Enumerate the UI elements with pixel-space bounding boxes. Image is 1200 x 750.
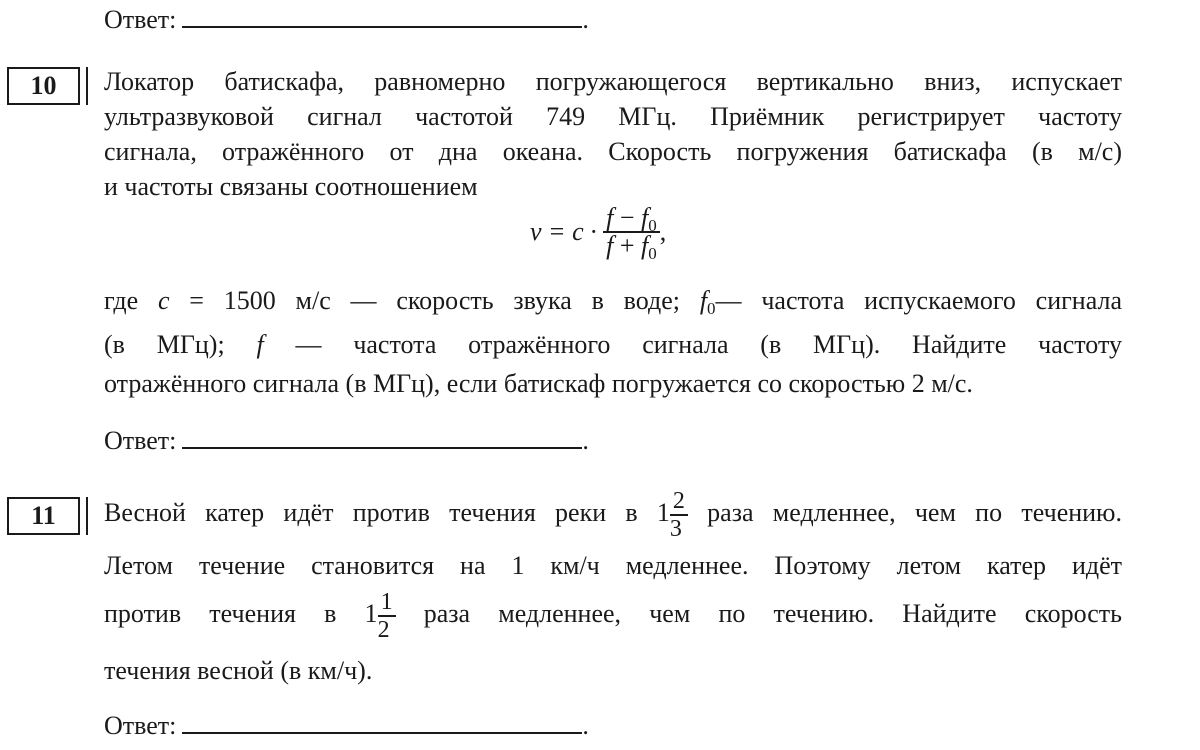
task-10-divider [86,67,88,105]
task10-line-4: и частоты связаны соотношением [104,172,478,201]
task11-line-1: Весной катер идёт против течения реки в 1 $\frac{2}{3}$ раза медленнее, чем по течению. [104,488,1122,543]
task-number-10: 10 [7,67,80,105]
task10-line-1: Локатор батискафа, равномерно погружающегося вертикально вниз, испускает [104,67,1122,96]
fraction-one-half: $\frac{1}{2}$ [378,589,396,643]
task10-line-7: отражённого сигнала (в МГц), если батискаф погружается со скоростью 2 м/с. [104,369,973,398]
task11-line-4: течения весной (в км/ч). [104,656,373,685]
task-11-divider [86,497,88,535]
formula-fraction [603,203,660,263]
task10-where-line: где c = 1500 м/с — скорость звука в воде; $f_0—$ частота испускаемого сигнала [104,286,1122,318]
answer-line-task10: Ответ: . [104,426,589,455]
answer-label: Ответ: [104,5,177,34]
formula-denominator: $f + f_0$ [606,231,657,263]
formula-lhs: v = c · [530,217,597,246]
task10-line-6: (в МГц); f — частота отражённого сигнала (в МГц). Найдите частоту [104,330,1122,359]
answer-blank[interactable] [182,710,582,734]
answer-line-task11: Ответ: . [104,711,589,740]
fraction-two-thirds: $\frac{2}{3}$ [670,488,688,542]
formula-numerator: $f - f_0$ [603,205,660,233]
answer-blank[interactable] [182,4,582,28]
formula [530,203,667,263]
answer-label: Ответ: [104,711,177,740]
task10-line-3: сигнала, отражённого от дна океана. Скорость погружения батискафа (в м/с) [104,137,1122,166]
answer-blank[interactable] [182,425,582,449]
task11-line-2: Летом течение становится на 1 км/ч медленнее. Поэтому летом катер идёт [104,551,1122,580]
task10-line-2: ультразвуковой сигнал частотой 749 МГц. Приёмник регистрирует частоту [104,102,1122,131]
answer-line-task9: Ответ: . [104,5,589,34]
answer-label: Ответ: [104,426,177,455]
task11-line-3: против течения в 1 $\frac{1}{2}$ раза медленнее, чем по течению. Найдите скорость [104,589,1123,644]
formula-comma: , [659,217,667,246]
task-number-11: 11 [7,497,80,535]
